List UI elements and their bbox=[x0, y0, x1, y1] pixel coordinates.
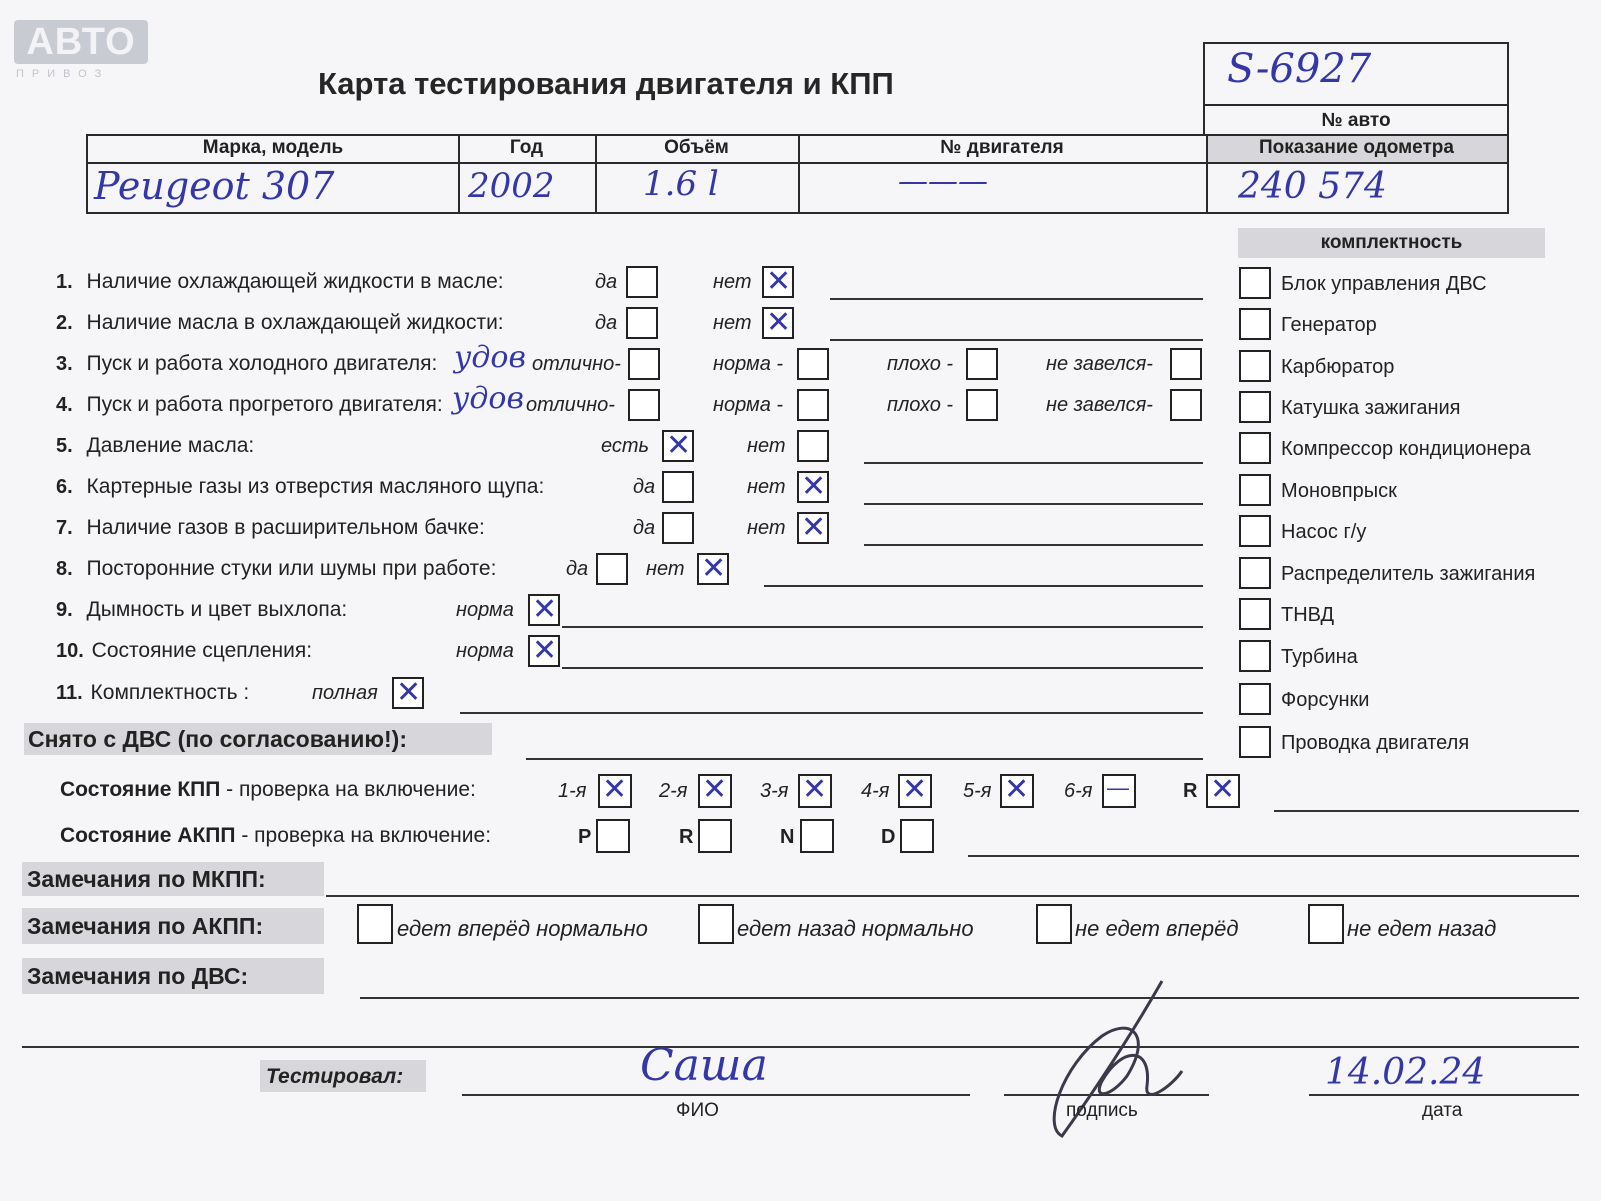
komplekt-checkbox[interactable] bbox=[1239, 267, 1271, 299]
row-number: 9. bbox=[56, 599, 73, 621]
test-date: 14.02.24 bbox=[1325, 1052, 1486, 1093]
row-10-opt-normal-label: норма bbox=[456, 640, 514, 662]
row-label: Наличие газов в расширительном бачке: bbox=[86, 516, 485, 539]
akpp-forward-ok-label: едет вперёд нормально bbox=[397, 916, 648, 941]
row-2-yes-checkbox[interactable] bbox=[626, 307, 658, 339]
row-number: 6. bbox=[56, 476, 73, 498]
row-1-no-checkbox[interactable] bbox=[762, 266, 794, 298]
row-9 bbox=[56, 598, 347, 622]
row-3-handwritten-note: удов bbox=[454, 340, 526, 375]
komplekt-item-label: Блок управления ДВС bbox=[1281, 273, 1487, 295]
row-1 bbox=[56, 270, 504, 294]
row-number: 4. bbox=[56, 394, 73, 416]
company-logo-subtitle: ПРИВОЗ bbox=[16, 68, 110, 80]
row-number: 3. bbox=[56, 353, 73, 375]
komplekt-checkbox[interactable] bbox=[1239, 557, 1271, 589]
row-4 bbox=[56, 393, 443, 417]
komplekt-item-label: Насос г/у bbox=[1281, 521, 1367, 543]
akpp-mode-r-label: R bbox=[679, 826, 694, 848]
remarks-akpp-label: Замечания по АКПП: bbox=[27, 913, 264, 939]
gear-2-label: 2-я bbox=[659, 780, 688, 802]
gear-r-checkbox[interactable] bbox=[1206, 774, 1240, 808]
gear-5-checkbox[interactable] bbox=[1000, 774, 1034, 808]
row-4-handwritten-note: удов bbox=[452, 381, 524, 416]
row-8-yes-checkbox[interactable] bbox=[596, 553, 628, 585]
remarks-dvs-label: Замечания по ДВС: bbox=[27, 963, 249, 989]
akpp-mode-n-label: N bbox=[780, 826, 795, 848]
komplekt-checkbox[interactable] bbox=[1239, 474, 1271, 506]
row-label: Посторонние стуки или шумы при работе: bbox=[86, 557, 497, 580]
gear-4-label: 4-я bbox=[861, 780, 890, 802]
row-number: 2. bbox=[56, 312, 73, 334]
gear-3-label: 3-я bbox=[760, 780, 789, 802]
gear-3-checkbox[interactable] bbox=[798, 774, 832, 808]
col-header-year: Год bbox=[509, 137, 544, 158]
row-4-no-start-checkbox[interactable] bbox=[1170, 389, 1202, 421]
row-2-no-checkbox[interactable] bbox=[762, 307, 794, 339]
komplekt-checkbox[interactable] bbox=[1239, 598, 1271, 630]
komplekt-checkbox[interactable] bbox=[1239, 432, 1271, 464]
row-3-bad-checkbox[interactable] bbox=[966, 348, 998, 380]
row-6-opt-yes-label: да bbox=[633, 476, 656, 498]
row-5-opt-no-label: нет bbox=[747, 435, 786, 457]
name-caption: ФИО bbox=[676, 1100, 719, 1121]
row-7-opt-yes-label: да bbox=[633, 517, 656, 539]
vehicle-info-table bbox=[86, 134, 1509, 214]
akpp-label-rest: - проверка на включение: bbox=[235, 824, 492, 847]
model-value: Peugeot 307 bbox=[94, 164, 335, 208]
komplekt-item-label: Распределитель зажигания bbox=[1281, 563, 1536, 585]
tested-by-label: Тестировал: bbox=[266, 1065, 404, 1088]
akpp-mode-d-checkbox[interactable] bbox=[900, 819, 934, 853]
row-number: 7. bbox=[56, 517, 73, 539]
row-5-opt-yes-label: есть bbox=[601, 435, 650, 457]
row-3-no-start-checkbox[interactable] bbox=[1170, 348, 1202, 380]
row-1-opt-no-label: нет bbox=[713, 271, 752, 293]
row-label: Состояние сцепления: bbox=[91, 639, 313, 662]
row-8-opt-yes-label: да bbox=[566, 558, 589, 580]
gear-r-label: R bbox=[1183, 780, 1198, 802]
gear-4-checkbox[interactable] bbox=[898, 774, 932, 808]
row-3-opt-excellent-label: отлично- bbox=[532, 353, 621, 375]
row-8-no-checkbox[interactable] bbox=[697, 553, 729, 585]
row-4-excellent-checkbox[interactable] bbox=[628, 389, 660, 421]
row-6-opt-no-label: нет bbox=[747, 476, 786, 498]
row-7-yes-checkbox[interactable] bbox=[662, 512, 694, 544]
removed-parts-label: Снято с ДВС (по согласованию!): bbox=[28, 726, 407, 752]
akpp-label bbox=[60, 824, 491, 848]
row-number: 8. bbox=[56, 558, 73, 580]
row-4-opt-no-start-label: не завелся- bbox=[1046, 394, 1153, 416]
row-7-no-checkbox[interactable] bbox=[797, 512, 829, 544]
row-3-opt-normal-label: норма - bbox=[713, 353, 784, 375]
row-number: 10. bbox=[56, 640, 84, 662]
row-3-opt-bad-label: плохо - bbox=[887, 353, 954, 375]
kpp-label-rest: - проверка на включение: bbox=[220, 778, 476, 801]
row-4-opt-bad-label: плохо - bbox=[887, 394, 954, 416]
kpp-label-bold: Состояние КПП bbox=[60, 778, 221, 801]
row-3-opt-no-start-label: не завелся- bbox=[1046, 353, 1153, 375]
komplekt-item-label: Форсунки bbox=[1281, 689, 1370, 711]
volume-value: 1.6 l bbox=[643, 164, 719, 204]
row-8 bbox=[56, 557, 496, 581]
row-label: Комплектность : bbox=[90, 681, 250, 704]
row-number: 1. bbox=[56, 271, 73, 293]
row-2 bbox=[56, 311, 504, 335]
col-header-model: Марка, модель bbox=[202, 137, 344, 158]
company-logo: АВТО bbox=[14, 20, 148, 64]
row-1-opt-yes-label: да bbox=[595, 271, 618, 293]
col-header-volume: Объём bbox=[664, 137, 729, 158]
kpp-label bbox=[60, 778, 476, 802]
akpp-forward-ok-checkbox[interactable] bbox=[357, 904, 393, 944]
row-6-yes-checkbox[interactable] bbox=[662, 471, 694, 503]
gear-1-label: 1-я bbox=[558, 780, 587, 802]
komplekt-item-label: Турбина bbox=[1281, 646, 1358, 668]
row-2-opt-no-label: нет bbox=[713, 312, 752, 334]
row-label: Картерные газы из отверстия масляного щупа: bbox=[86, 475, 545, 498]
car-id-value: S-6927 bbox=[1227, 46, 1372, 92]
row-4-opt-normal-label: норма - bbox=[713, 394, 784, 416]
komplekt-item-label: Генератор bbox=[1281, 314, 1377, 336]
row-7 bbox=[56, 516, 485, 540]
row-3-excellent-checkbox[interactable] bbox=[628, 348, 660, 380]
akpp-label-bold: Состояние АКПП bbox=[60, 824, 236, 847]
row-6-no-checkbox[interactable] bbox=[797, 471, 829, 503]
komplekt-checkbox[interactable] bbox=[1239, 640, 1271, 672]
akpp-mode-p-label: P bbox=[578, 826, 592, 848]
row-label: Дымность и цвет выхлопа: bbox=[86, 598, 348, 621]
row-label: Давление масла: bbox=[86, 434, 255, 457]
akpp-no-backward-checkbox[interactable] bbox=[1308, 904, 1344, 944]
odometer-value: 240 574 bbox=[1238, 166, 1387, 207]
row-4-normal-checkbox[interactable] bbox=[797, 389, 829, 421]
komplekt-item-label: Карбюратор bbox=[1281, 356, 1395, 378]
row-number: 11. bbox=[56, 682, 83, 704]
date-caption: дата bbox=[1422, 1100, 1463, 1121]
komplekt-item-label: ТНВД bbox=[1281, 604, 1335, 626]
row-5 bbox=[56, 434, 254, 458]
remarks-mkpp-label: Замечания по МКПП: bbox=[27, 866, 266, 892]
komplekt-checkbox[interactable] bbox=[1239, 726, 1271, 758]
row-3-normal-checkbox[interactable] bbox=[797, 348, 829, 380]
row-label: Наличие охлаждающей жидкости в масле: bbox=[86, 270, 504, 293]
komplekt-checkbox[interactable] bbox=[1239, 391, 1271, 423]
row-label: Наличие масла в охлаждающей жидкости: bbox=[86, 311, 504, 334]
col-header-engine-number: № двигателя bbox=[940, 137, 1064, 158]
row-10 bbox=[56, 639, 312, 663]
row-9-opt-normal-label: норма bbox=[456, 599, 514, 621]
signature-caption: подпись bbox=[1066, 1100, 1138, 1121]
akpp-backward-ok-label: едет назад нормально bbox=[737, 916, 974, 941]
row-5-no-checkbox[interactable] bbox=[797, 430, 829, 462]
row-5-yes-checkbox[interactable] bbox=[662, 430, 694, 462]
row-7-opt-no-label: нет bbox=[747, 517, 786, 539]
gear-5-label: 5-я bbox=[963, 780, 992, 802]
akpp-mode-p-checkbox[interactable] bbox=[596, 819, 630, 853]
komplekt-title: комплектность bbox=[1320, 232, 1463, 253]
gear-2-checkbox[interactable] bbox=[698, 774, 732, 808]
row-8-opt-no-label: нет bbox=[646, 558, 685, 580]
row-11-full-checkbox[interactable] bbox=[392, 677, 424, 709]
akpp-no-forward-label: не едет вперёд bbox=[1075, 916, 1239, 941]
row-4-opt-excellent-label: отлично- bbox=[526, 394, 615, 416]
gear-1-checkbox[interactable] bbox=[598, 774, 632, 808]
row-6 bbox=[56, 475, 544, 499]
gear-6-label: 6-я bbox=[1064, 780, 1093, 802]
akpp-backward-ok-checkbox[interactable] bbox=[698, 904, 734, 944]
row-number: 5. bbox=[56, 435, 73, 457]
page-title: Карта тестирования двигателя и КПП bbox=[318, 66, 894, 101]
komplekt-item-label: Проводка двигателя bbox=[1281, 732, 1470, 754]
akpp-mode-r-checkbox[interactable] bbox=[698, 819, 732, 853]
row-11-opt-full-label: полная bbox=[312, 682, 378, 704]
akpp-mode-n-checkbox[interactable] bbox=[800, 819, 834, 853]
col-header-odometer: Показание одометра bbox=[1259, 137, 1454, 158]
komplekt-checkbox[interactable] bbox=[1239, 350, 1271, 382]
row-2-opt-yes-label: да bbox=[595, 312, 618, 334]
engine-number-value: ——— bbox=[898, 164, 988, 199]
car-id-label: № авто bbox=[1321, 110, 1391, 131]
row-11 bbox=[56, 681, 249, 705]
akpp-mode-d-label: D bbox=[881, 826, 896, 848]
komplekt-item-label: Компрессор кондиционера bbox=[1281, 438, 1531, 460]
row-9-normal-checkbox[interactable] bbox=[528, 594, 560, 626]
komplekt-checkbox[interactable] bbox=[1239, 515, 1271, 547]
row-label: Пуск и работа холодного двигателя: bbox=[86, 352, 438, 375]
akpp-no-forward-checkbox[interactable] bbox=[1036, 904, 1072, 944]
komplekt-checkbox[interactable] bbox=[1239, 683, 1271, 715]
komplekt-item-label: Катушка зажигания bbox=[1281, 397, 1461, 419]
row-1-yes-checkbox[interactable] bbox=[626, 266, 658, 298]
row-3 bbox=[56, 352, 437, 376]
row-label: Пуск и работа прогретого двигателя: bbox=[86, 393, 443, 416]
row-10-normal-checkbox[interactable] bbox=[528, 635, 560, 667]
car-id-box bbox=[1203, 42, 1509, 136]
komplekt-checkbox[interactable] bbox=[1239, 308, 1271, 340]
gear-6-checkbox[interactable] bbox=[1102, 774, 1136, 808]
akpp-no-backward-label: не едет назад bbox=[1347, 916, 1497, 941]
year-value: 2002 bbox=[468, 166, 555, 206]
row-4-bad-checkbox[interactable] bbox=[966, 389, 998, 421]
tester-name: Саша bbox=[640, 1040, 768, 1091]
komplekt-item-label: Моновпрыск bbox=[1281, 480, 1397, 502]
